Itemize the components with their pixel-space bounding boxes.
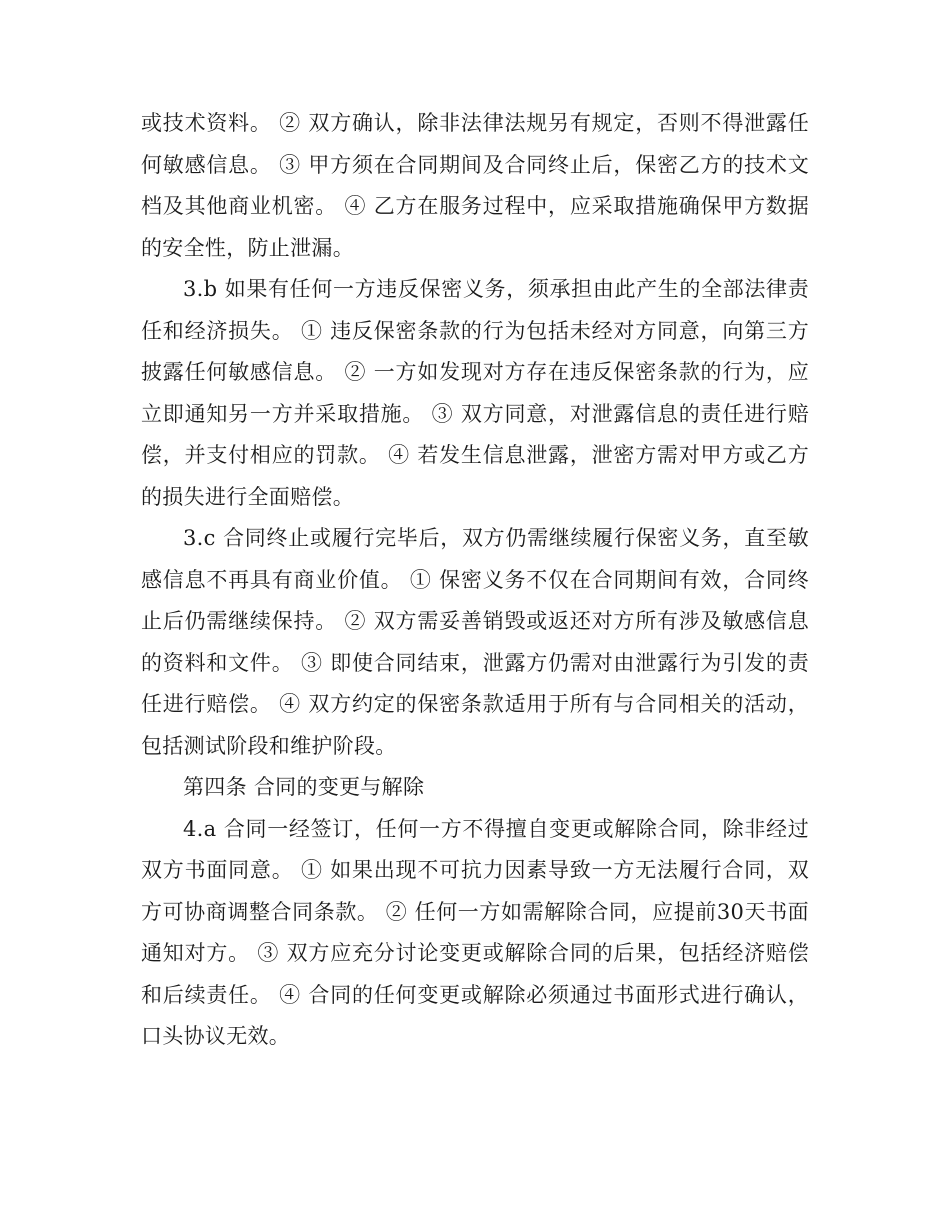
- paragraph-clause-4a: 4.a 合同一经签订，任何一方不得擅自变更或解除合同，除非经过双方书面同意。 ① 如果出现不可抗力因素导致一方无法履行合同，双方可协商调整合同条款。 ② 任何一方如需解除合同，应提前30天书面通知对方。 ③ 双方应充分讨论变更或解除合同的后果，包括经济赔偿和后续责任。 ④ 合同的任何变更或解除必须通过书面形式进行确认，口头协议无效。: [141, 816, 809, 1048]
- paragraph-clause-3b: 3.b 如果有任何一方违反保密义务，须承担由此产生的全部法律责任和经济损失。 ① 违反保密条款的行为包括未经对方同意，向第三方披露任何敏感信息。 ② 一方如发现对方存在违反保密条款的行为，应立即通知另一方并采取措施。 ③ 双方同意，对泄露信息的责任进行赔偿，并支付相应的罚款。 ④ 若发生信息泄露，泄密方需对甲方或乙方的损失进行全面赔偿。: [141, 277, 809, 509]
- document-page: [141, 103, 809, 1058]
- section-heading-article-4: 第四条 合同的变更与解除: [183, 775, 425, 799]
- paragraph-confidentiality-continued: 或技术资料。 ② 双方确认，除非法律法规另有规定，否则不得泄露任何敏感信息。 ③ 甲方须在合同期间及合同终止后，保密乙方的技术文档及其他商业机密。 ④ 乙方在服务过程中，应采取措施确保甲方数据的安全性，防止泄漏。: [141, 111, 809, 260]
- paragraph-clause-3c: 3.c 合同终止或履行完毕后，双方仍需继续履行保密义务，直至敏感信息不再具有商业价值。 ① 保密义务不仅在合同期间有效，合同终止后仍需继续保持。 ② 双方需妥善销毁或返还对方所有涉及敏感信息的资料和文件。 ③ 即使合同结束，泄露方仍需对由泄露行为引发的责任进行赔偿。 ④ 双方约定的保密条款适用于所有与合同相关的活动，包括测试阶段和维护阶段。: [141, 526, 809, 758]
